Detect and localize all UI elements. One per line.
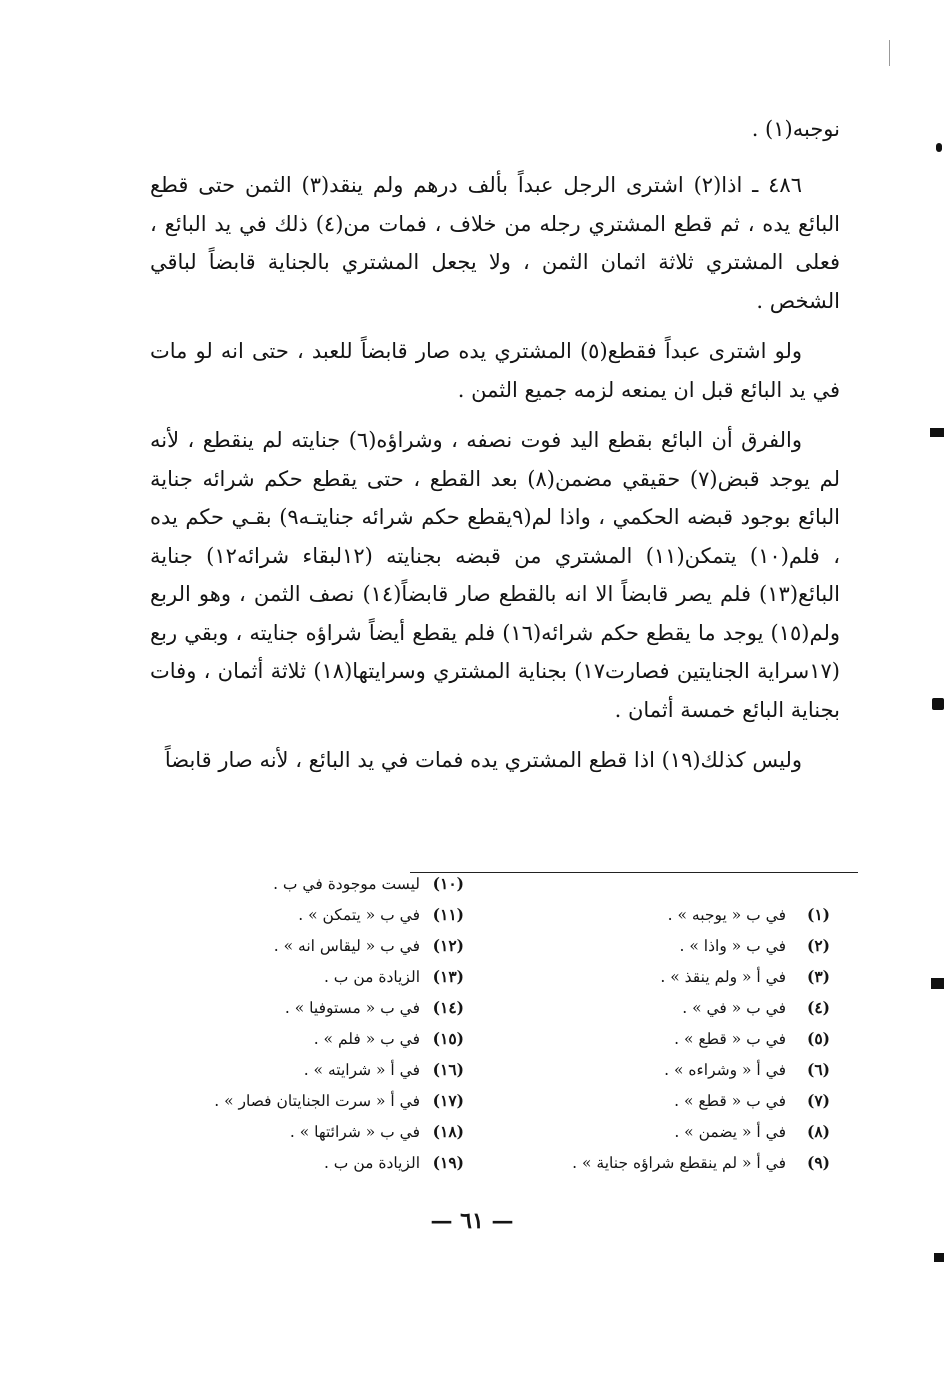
scan-mark	[934, 1253, 944, 1262]
footnote-item: (٩)في أ « لم ينقطع شراؤه جناية » .	[572, 1153, 830, 1172]
footnote-item: (١٢)في ب « ليقاس انه » .	[273, 936, 464, 955]
footnotes-right-column	[520, 899, 830, 1178]
footnote-item: (١٩)الزيادة من ب .	[323, 1153, 464, 1172]
footnote-item: (١)في ب « يوجبه » .	[667, 905, 830, 924]
footnote-item: (٥)في ب « قطع » .	[674, 1029, 830, 1048]
footnote-item: (١٥)في ب « فلم » .	[313, 1029, 464, 1048]
footnote-item: (١٣)الزيادة من ب .	[323, 967, 464, 986]
scan-mark	[930, 428, 944, 437]
footnote-item: (٣)في أ « ولم ينقذ » .	[660, 967, 830, 986]
footnote-item: (١٤)في ب « مستوفيا » .	[284, 998, 464, 1017]
scan-mark	[936, 143, 942, 152]
footnote-item: (١٧)في أ « سرت الجنايتان فصار » .	[214, 1091, 464, 1110]
scan-edge-line	[889, 40, 890, 66]
scan-mark	[932, 698, 944, 710]
continuation-line: نوجبه(١) .	[751, 117, 840, 141]
footnotes-left-column	[174, 868, 464, 1178]
scan-mark	[931, 978, 944, 989]
footnote-item: (٢)في ب « واذا » .	[679, 936, 830, 955]
paragraph-486: ٤٨٦ ـ اذا(٢) اشترى الرجل عبداً بألف درهم ولم ينقد(٣) الثمن حتى قطع البائع يده ، ثم قطع المشتري رجله من خلاف ، فمات من(٤) ذلك في يد البائع ، فعلى المشتري ثلاثة اثمان الثمن ، ولا يجعل المشتري بالجناية قابضاً لباقي الشخص .	[150, 173, 840, 313]
page-number: — ٦١ —	[430, 1208, 514, 1234]
paragraph-last: وليس كذلك(١٩) اذا قطع المشتري يده فمات في يد البائع ، لأنه صار قابضاً	[164, 748, 802, 772]
footnote-item: (٦)في أ « وشراءه » .	[664, 1060, 830, 1079]
footnote-item: (١٨)في ب « شرائتها » .	[289, 1122, 464, 1141]
footnote-item: (١٦)في أ « شرايته » .	[303, 1060, 464, 1079]
paragraph-difference: والفرق أن البائع بقطع اليد فوت نصفه ، وشراؤه(٦) جنايته لم ينقطع ، لأنه لم يوجد قبض(٧) حقيقي مضمن(٨) بعد القطع ، حتى يقطع حكم شرائه جناية البائع بوجود قبضه الحكمي ، واذا لم(٩يقطع حكم شرائه جنايتـه٩) بقـي حكم يده ، فلم(١٠) يتمكن(١١) المشتري من قبضه بجنايته (١٢لبقاء شرائه١٢) جناية البائع(١٣) فلم يصر قابضاً الا انه بالقطع صار قابضاً(١٤) نصف الثمن ، وهو الربع ولم(١٥) يوجد ما يقطع حكم شرائه(١٦) فلم يقطع أيضاً شراؤه جنايته ، وبقي ربع (١٧سراية الجنايتين فصارت١٧) بجناية المشتري وسرايتها(١٨) ثلاثة أثمان ، وفات بجناية البائع خمسة أثمان .	[150, 428, 841, 722]
footnote-item: (٤)في ب « في » .	[682, 998, 830, 1017]
footnote-item: (١٠)ليست موجودة في ب .	[273, 874, 464, 893]
footnote-item: (٧)في ب « قطع » .	[674, 1091, 830, 1110]
footnote-item: (١١)في ب « يتمكن » .	[298, 905, 464, 924]
paragraph-second: ولو اشترى عبداً فقطع(٥) المشتري يده صار قابضاً للعبد ، حتى انه لو مات في يد البائع قبل ان يمنعه لزمه جميع الثمن .	[150, 339, 840, 402]
footnote-item: (٨)في أ « يضمن » .	[674, 1122, 830, 1141]
footnote-divider	[410, 872, 858, 873]
main-text	[150, 166, 840, 780]
